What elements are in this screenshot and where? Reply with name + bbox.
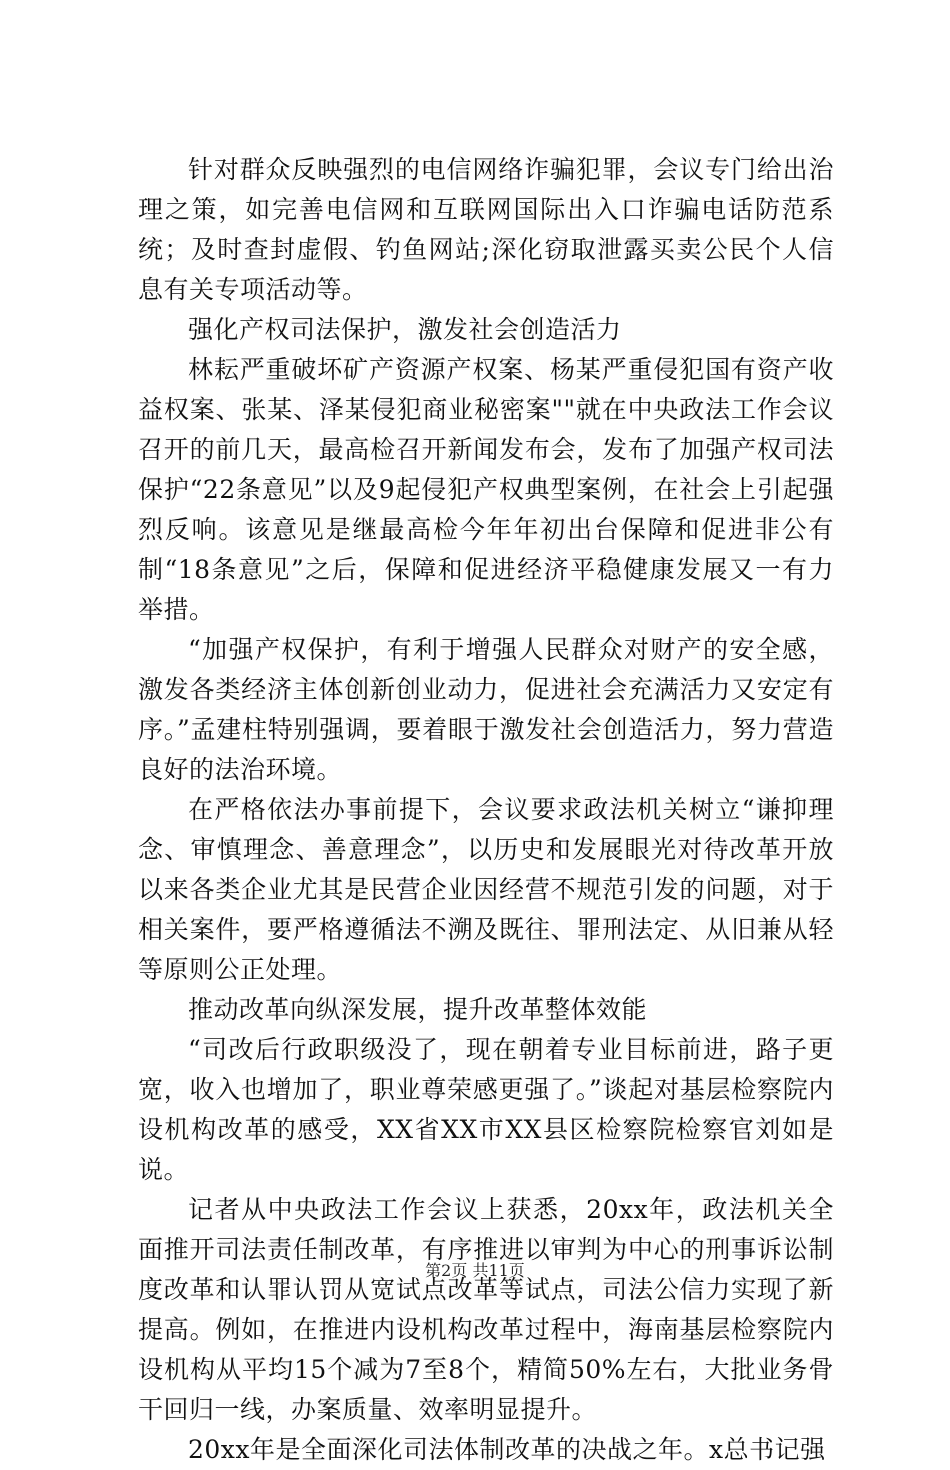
paragraph-prosecutor-quote: “司改后行政职级没了，现在朝着专业目标前进，路子更宽，收入也增加了，职业尊荣感更强了。”谈起对基层检察院内设机构改革的感受，XX省XX市XX县区检察院检察官刘如是说。 (138, 1035, 834, 1184)
heading-property-rights: 强化产权司法保护，激发社会创造活力 (188, 315, 622, 344)
heading-reform-deepening: 推动改革向纵深发展，提升改革整体效能 (188, 995, 648, 1024)
paragraph-property-cases: 林耘严重破坏矿产资源产权案、杨某严重侵犯国有资产收益权案、张某、泽某侵犯商业秘密案""就在中央政法工作会议召开的前几天，最高检召开新闻发布会，发布了加强产权司法保护“22条意见”以及9起侵犯产权典型案例，在社会上引起强烈反响。该意见是继最高检今年年初出台保障和促进非公有制“18条意见”之后，保障和促进经济平稳健康发展又一有力举措。 (138, 355, 834, 624)
paragraph-property-protection-quote: “加强产权保护，有利于增强人民群众对财产的安全感，激发各类经济主体创新创业动力，促进社会充满活力又安定有序。”孟建柱特别强调，要着眼于激发社会创造活力，努力营造良好的法治环境。 (138, 635, 834, 784)
page-number-footer: 第2页 共11页 (425, 1261, 525, 1280)
paragraph-reform-results: 记者从中央政法工作会议上获悉，20xx年，政法机关全面推开司法责任制改革，有序推进以审判为中心的刑事诉讼制度改革和认罪认罚从宽试点改革等试点，司法公信力实现了新提高。例如，在推进内设机构改革过程中，海南基层检察院内设机构从平均15个减为7至8个，精简50%左右，大批业务骨干回归一线，办案质量、效率明显提升。 (138, 1195, 834, 1424)
paragraph-legal-principles: 在严格依法办事前提下，会议要求政法机关树立“谦抑理念、审慎理念、善意理念”，以历史和发展眼光对待改革开放以来各类企业尤其是民营企业因经营不规范引发的问题，对于相关案件，要严格遵循法不溯及既往、罪刑法定、从旧兼从轻等原则公正处理。 (138, 795, 834, 984)
paragraph-decisive-year: 20xx年是全面深化司法体制改革的决战之年。x总书记强 (188, 1435, 826, 1464)
paragraph-telecom-fraud: 针对群众反映强烈的电信网络诈骗犯罪，会议专门给出治理之策，如完善电信网和互联网国际出入口诈骗电话防范系统；及时查封虚假、钓鱼网站;深化窃取泄露买卖公民个人信息有关专项活动等。 (138, 155, 834, 304)
